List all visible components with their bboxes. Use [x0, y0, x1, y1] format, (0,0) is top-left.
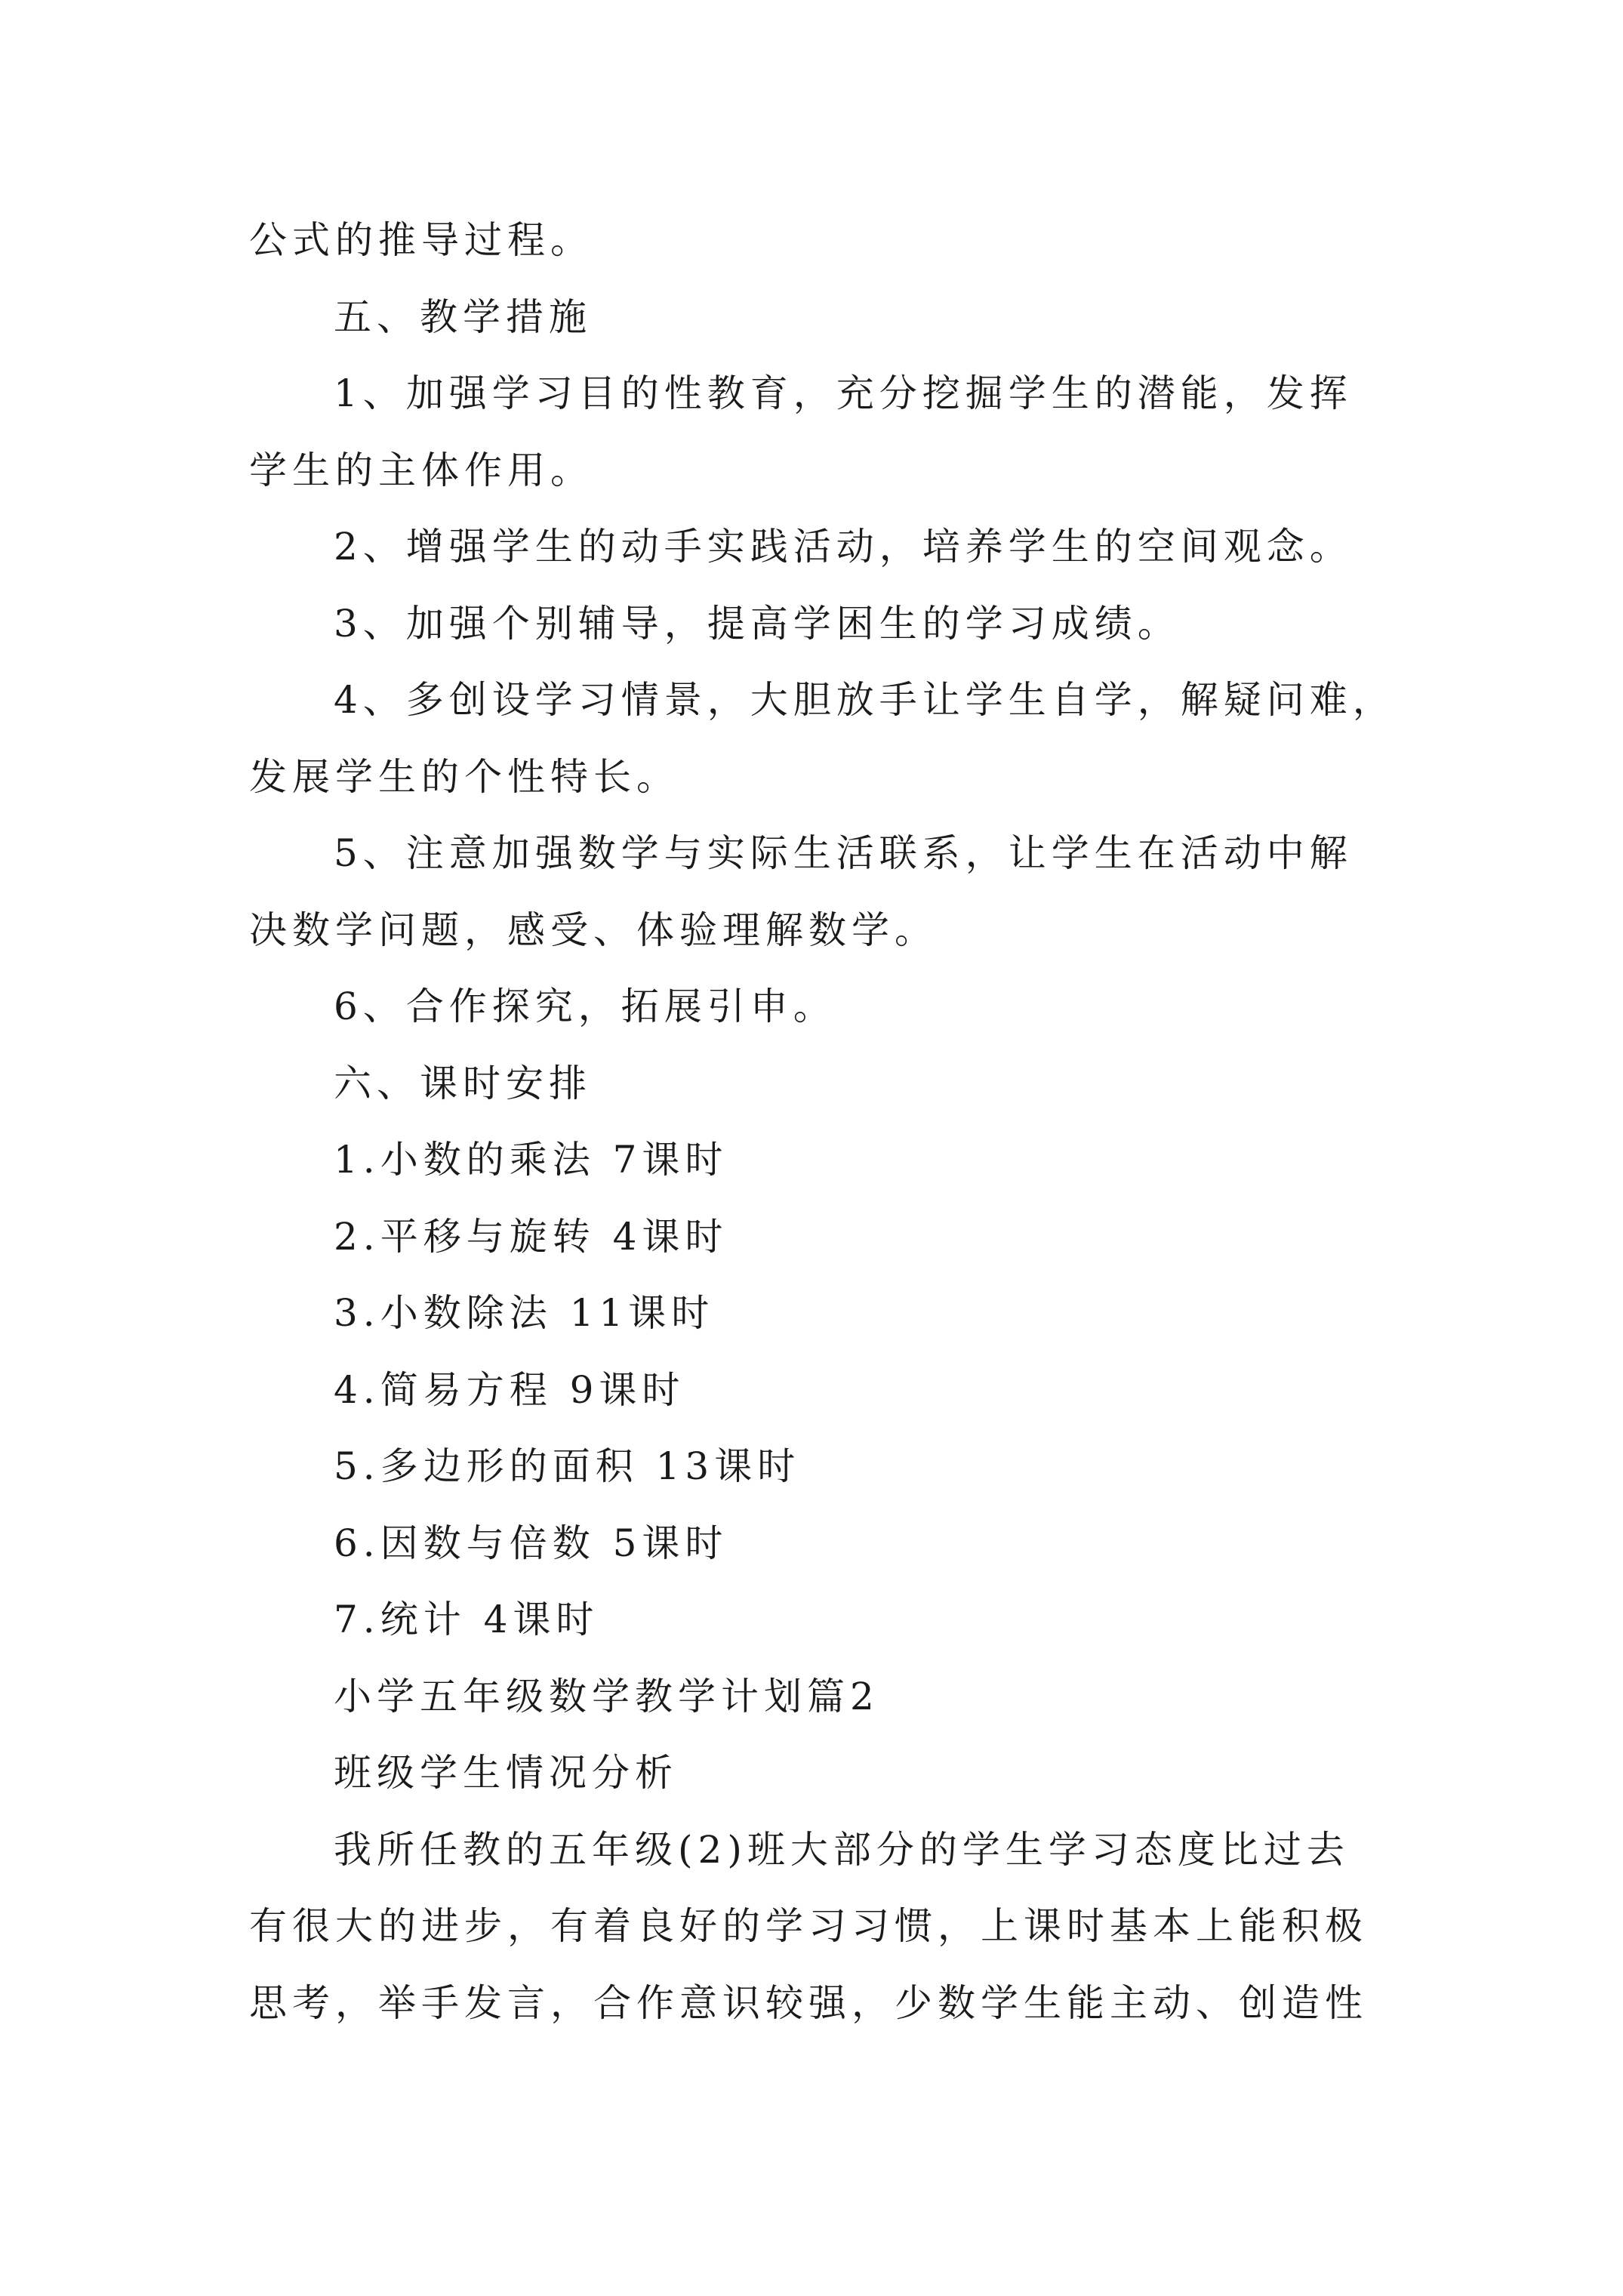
text-line: 发展学生的个性特长。 — [249, 754, 679, 799]
text-line: 决数学问题，感受、体验理解数学。 — [249, 908, 938, 952]
text-line: 1、加强学习目的性教育，充分挖掘学生的潜能，发挥 — [334, 371, 1353, 415]
text-line: 5、注意加强数学与实际生活联系，让学生在活动中解 — [334, 831, 1353, 875]
schedule-item: 1.小数的乘法 7课时 — [334, 1138, 728, 1182]
text-line: 思考，举手发言，合作意识较强，少数学生能主动、创造性 — [249, 1980, 1368, 2025]
text-line: 6、合作探究，拓展引申。 — [334, 985, 836, 1028]
text-line: 有很大的进步，有着良好的学习习惯，上课时基本上能积极 — [249, 1904, 1368, 1948]
section-heading: 六、课时安排 — [334, 1061, 592, 1105]
text-line: 公式的推导过程。 — [249, 218, 593, 262]
text-line: 3、加强个别辅导，提高学困生的学习成绩。 — [334, 601, 1181, 646]
text-line: 学生的主体作用。 — [249, 448, 593, 492]
text-line: 2、增强学生的动手实践活动，培养学生的空间观念。 — [334, 525, 1353, 569]
schedule-item: 2.平移与旋转 4课时 — [334, 1214, 728, 1259]
schedule-item: 4.简易方程 9课时 — [334, 1367, 685, 1412]
text-line: 4、多创设学习情景，大胆放手让学生自学，解疑问难， — [334, 678, 1396, 722]
schedule-item: 5.多边形的面积 13课时 — [334, 1444, 801, 1488]
article-title: 小学五年级数学教学计划篇2 — [334, 1674, 879, 1718]
schedule-item: 3.小数除法 11课时 — [334, 1291, 715, 1335]
document-body — [249, 210, 1397, 2049]
section-heading: 五、教学措施 — [334, 294, 592, 339]
text-line: 我所任教的五年级(2)班大部分的学生学习态度比过去 — [334, 1827, 1350, 1872]
section-heading: 班级学生情况分析 — [334, 1751, 678, 1795]
schedule-item: 7.统计 4课时 — [334, 1598, 599, 1641]
schedule-item: 6.因数与倍数 5课时 — [334, 1521, 728, 1565]
